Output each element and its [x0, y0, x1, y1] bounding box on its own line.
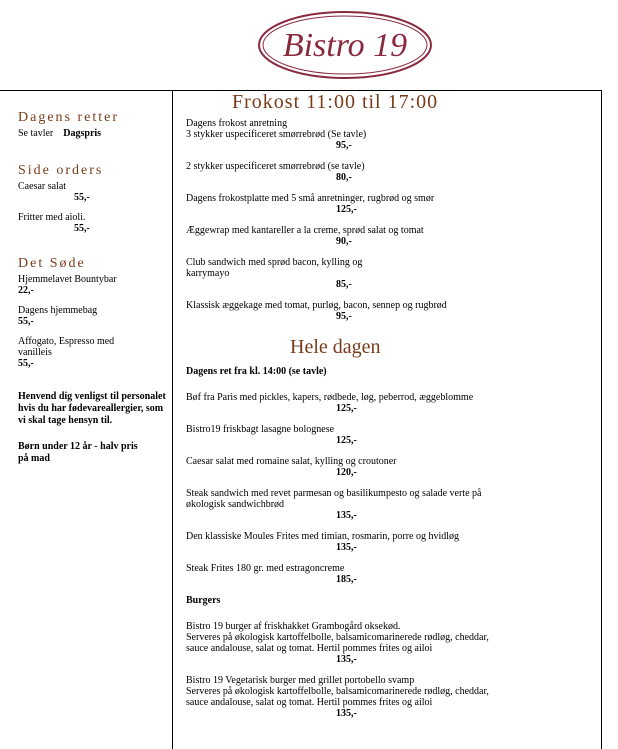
main-menu: [186, 92, 596, 729]
sweet-item-price: 55,-: [18, 316, 34, 327]
det-sode-heading: Det Søde: [18, 256, 86, 271]
side-item-name: Fritter med aioli.: [18, 212, 86, 223]
sweet-item-name: Dagens hjemmebag: [18, 305, 98, 316]
sweet-item: [18, 274, 168, 296]
burger-list: [186, 621, 596, 719]
dagens-left: Se tavler: [18, 128, 54, 139]
right-border: [601, 90, 602, 749]
menu-item-name: Bistro 19 burger af friskhakket Grambogård oksekød.: [186, 621, 401, 632]
menu-item-price: 90,-: [336, 236, 352, 247]
menu-item-name: 2 stykker uspecificeret smørrebrød (se tavle): [186, 161, 365, 172]
menu-item: [186, 456, 596, 478]
dagens-retter-heading: Dagens retter: [18, 110, 120, 125]
menu-item: [186, 225, 596, 247]
menu-item: [186, 392, 596, 414]
menu-item-name: Steak Frites 180 gr. med estragoncreme: [186, 563, 345, 574]
logo-emblem: [257, 10, 433, 80]
menu-item-name: Bøf fra Paris med pickles, kapers, rødbede, løg, peberrod, æggeblomme: [186, 392, 474, 403]
menu-item-name: Steak sandwich med revet parmesan og basilikumpesto og salade verte på: [186, 488, 482, 499]
sweet-item-name: Affogato, Espresso med vanilleis: [18, 336, 115, 358]
menu-item-name: Bistro 19 Vegetarisk burger med grillet portobello svamp: [186, 675, 415, 686]
dagens-retter-line: [18, 128, 168, 139]
bistro-19-logo: [257, 10, 433, 80]
menu-item: [186, 257, 596, 290]
menu-item-name: Bistro19 friskbagt lasagne bolognese: [186, 424, 335, 435]
side-item-price: 55,-: [74, 192, 90, 203]
menu-item-name: Serveres på økologisk kartoffelbolle, balsamicomarinerede rødløg, cheddar,: [186, 632, 489, 643]
menu-item-price: 125,-: [336, 204, 357, 215]
side-item: [18, 212, 168, 234]
column-divider: [172, 90, 173, 749]
side-item-name: Caesar salat: [18, 181, 67, 192]
menu-item-name: Æggewrap med kantareller a la creme, sprød salat og tomat: [186, 225, 424, 236]
menu-item: [186, 488, 596, 521]
menu-item-price: 95,-: [336, 140, 352, 151]
menu-item: [186, 675, 596, 719]
side-item: [18, 181, 168, 203]
allday-list: [186, 392, 596, 585]
menu-item: [186, 424, 596, 446]
allday-label: Dagens ret fra kl. 14:00 (se tavle): [186, 366, 327, 377]
menu-item-name: Dagens frokost anretning: [186, 118, 288, 129]
sweet-item-name: Hjemmelavet Bountybar: [18, 274, 117, 285]
menu-item-price: 120,-: [336, 467, 357, 478]
menu-item-price: 135,-: [336, 542, 357, 553]
menu-item-price: 85,-: [336, 279, 352, 290]
menu-item-name: Club sandwich med sprød bacon, kylling og: [186, 257, 363, 268]
allergy-note: Henvend dig venligst til personalet hvis du har fødevareallergier, som vi skal tage hensyn til.: [18, 391, 166, 426]
dagens-right: Dagspris: [63, 128, 102, 139]
menu-item-price: 125,-: [336, 403, 357, 414]
menu-item-name: Dagens frokostplatte med 5 små anretninger, rugbrød og smør: [186, 193, 435, 204]
sweet-item: [18, 336, 168, 369]
menu-item-price: 80,-: [336, 172, 352, 183]
menu-item: [186, 531, 596, 553]
lunch-list: [186, 118, 596, 322]
menu-item-name: sauce andalouse, salat og tomat. Hertil pommes frites og ailoi: [186, 643, 433, 654]
menu-item: [186, 300, 596, 322]
menu-item-price: 135,-: [336, 654, 357, 665]
children-note: Børn under 12 år - halv pris på mad: [18, 441, 138, 464]
menu-item-name: Den klassiske Moules Frites med timian, rosmarin, porre og hvidløg: [186, 531, 460, 542]
allday-title: Hele dagen: [290, 336, 381, 358]
lunch-title: Frokost 11:00 til 17:00: [232, 91, 439, 113]
menu-item: [186, 563, 596, 585]
sweet-item-price: 55,-: [18, 358, 34, 369]
menu-item: [186, 193, 596, 215]
side-item-price: 55,-: [74, 223, 90, 234]
menu-item-name: 3 stykker uspecificeret smørrebrød (Se tavle): [186, 129, 367, 140]
menu-item: [186, 161, 596, 183]
sweet-item-price: 22,-: [18, 285, 34, 296]
sweet-item: [18, 305, 168, 327]
menu-item-name: karrymayo: [186, 268, 230, 279]
menu-item-price: 135,-: [336, 510, 357, 521]
menu-item-price: 95,-: [336, 311, 352, 322]
menu-item-name: sauce andalouse, salat og tomat. Hertil pommes frites og ailoi: [186, 697, 433, 708]
menu-item: [186, 118, 596, 151]
menu-item-price: 125,-: [336, 435, 357, 446]
svg-text:Bistro 19: Bistro 19: [282, 27, 408, 64]
menu-item-name: Serveres på økologisk kartoffelbolle, balsamicomarinerede rødløg, cheddar,: [186, 686, 489, 697]
menu-item-name: økologisk sandwichbrød: [186, 499, 285, 510]
menu-item-price: 135,-: [336, 708, 357, 719]
sidebar: [18, 110, 168, 479]
menu-item-name: Caesar salat med romaine salat, kylling og croutoner: [186, 456, 397, 467]
menu-item-price: 185,-: [336, 574, 357, 585]
burgers-label: Burgers: [186, 595, 221, 606]
menu-item-name: Klassisk æggekage med tomat, purløg, bacon, sennep og rugbrød: [186, 300, 447, 311]
side-orders-heading: Side orders: [18, 163, 104, 178]
menu-item: [186, 621, 596, 665]
